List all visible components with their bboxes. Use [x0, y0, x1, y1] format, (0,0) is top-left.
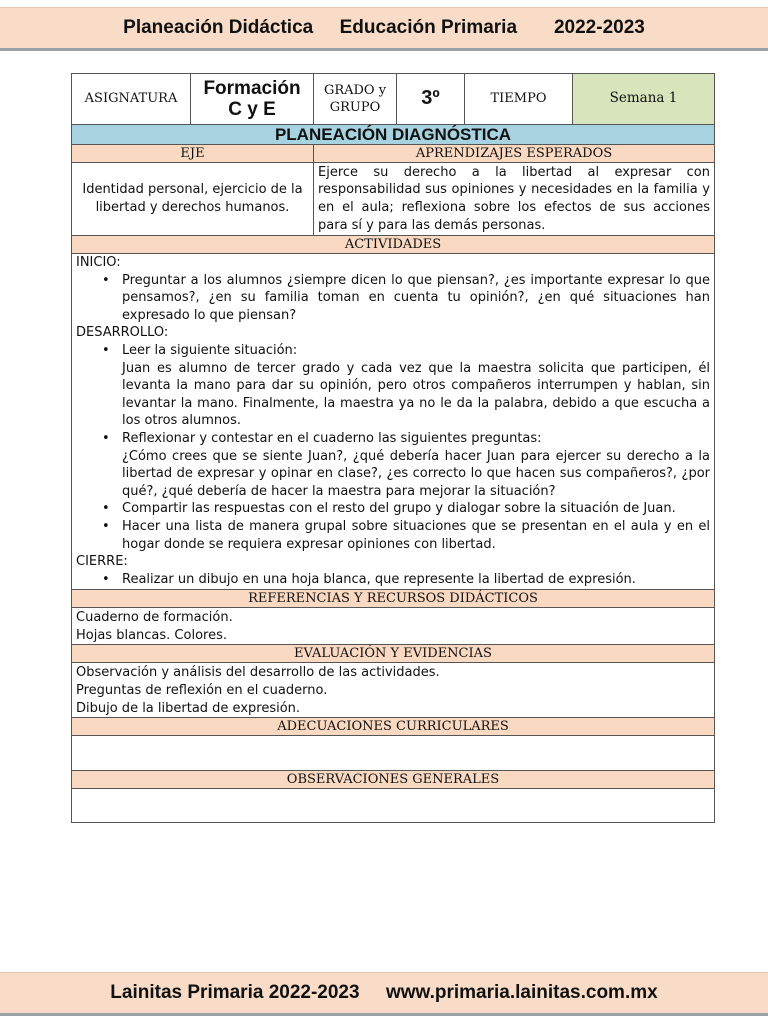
- list-item: [122, 430, 710, 500]
- observaciones-label: OBSERVACIONES GENERALES: [72, 771, 715, 789]
- time-label: TIEMPO: [465, 74, 573, 125]
- adecuaciones-label: ADECUACIONES CURRICULARES: [72, 718, 715, 736]
- cierre-label: CIERRE:: [76, 554, 128, 570]
- evaluation-line: Dibujo de la libertad de expresión.: [76, 700, 301, 716]
- reference-line: Cuaderno de formación.: [76, 610, 233, 626]
- planning-table: [71, 73, 715, 823]
- diagnostic-title: PLANEACIÓN DIAGNÓSTICA: [72, 125, 715, 145]
- axis-text: Identidad personal, ejercicio de la libertad y derechos humanos.: [72, 163, 314, 236]
- subject-line1: Formación: [203, 78, 301, 99]
- evaluation-label: EVALUACIÓN Y EVIDENCIAS: [72, 645, 715, 663]
- desarrollo-1: • Leer la siguiente situación:: [122, 342, 298, 358]
- desarrollo-2-text: ¿Cómo crees que se siente Juan?, ¿qué debería hacer Juan para ejercer su derecho a la libertad de expresar y opinar en clase?, ¿es correcto lo que hacen sus compañeros?, ¿por qué?, ¿qué debería de hacer la maestra para mejorar la situación?: [122, 448, 710, 499]
- list-item: • Hacer una lista de manera grupal sobre situaciones que se presentan en el aula y en el hogar donde se requiera expresar opiniones con libertad.: [122, 518, 710, 553]
- grade-value: 3º: [397, 74, 465, 125]
- desarrollo-2: • Reflexionar y contestar en el cuaderno las siguientes preguntas:: [122, 430, 542, 446]
- week-value: Semana 1: [573, 74, 715, 125]
- cierre-list: [76, 571, 710, 589]
- axis-label: EJE: [72, 145, 314, 163]
- header-title: Planeación Didáctica: [123, 17, 314, 38]
- list-item: • Preguntar a los alumnos ¿siempre dicen lo que piensan?, ¿es importante expresar lo que pensamos?, ¿en su familia toman en cuenta tu opinión?, ¿en qué situaciones han expresado lo que piensan?: [122, 272, 710, 325]
- list-item: • Compartir las respuestas con el resto del grupo y dialogar sobre la situación de Juan.: [122, 500, 710, 518]
- group-label: [314, 74, 397, 125]
- header-banner: [0, 7, 768, 51]
- activities-label: ACTIVIDADES: [72, 236, 715, 254]
- desarrollo-list: [76, 342, 710, 553]
- evaluation-line: Preguntas de reflexión en el cuaderno.: [76, 683, 328, 699]
- list-item: • Realizar un dibujo en una hoja blanca, que represente la libertad de expresión.: [122, 571, 710, 589]
- evaluation-line: Observación y análisis del desarrollo de las actividades.: [76, 665, 440, 681]
- desarrollo-1-text: Juan es alumno de tercer grado y cada vez que la maestra solicita que participen, él levanta la mano para dar su opinión, pero otros compañeros interrumpen y hablan, sin levantar la mano. Finalmente, la maestra ya no le da la palabra, debido a que escucha a los otros alumnos.: [122, 360, 710, 429]
- footer-banner: [0, 972, 768, 1016]
- learning-text: Ejerce su derecho a la libertad al expresar con responsabilidad sus opiniones y necesidades en la familia y en el aula; reflexiona sobre los efectos de sus acciones para sí y para las demás personas.: [314, 163, 715, 236]
- activities-content: [72, 254, 715, 590]
- subject-value: [191, 74, 314, 125]
- desarrollo-label: DESARROLLO:: [76, 325, 169, 341]
- adecuaciones-content: [72, 736, 715, 771]
- references-content: [72, 608, 715, 645]
- footer-url: www.primaria.lainitas.com.mx: [385, 982, 658, 1003]
- list-item: [122, 342, 710, 430]
- header-year: 2022-2023: [553, 17, 645, 38]
- info-row: [72, 74, 715, 125]
- references-label: REFERENCIAS Y RECURSOS DIDÁCTICOS: [72, 590, 715, 608]
- learning-label: APRENDIZAJES ESPERADOS: [314, 145, 715, 163]
- inicio-list: [76, 272, 710, 325]
- group-label-line2: GRUPO: [329, 100, 381, 115]
- header-level: Educación Primaria: [339, 17, 518, 38]
- subject-label: ASIGNATURA: [72, 74, 191, 125]
- group-label-line1: GRADO y: [323, 83, 387, 98]
- observaciones-content: [72, 789, 715, 823]
- evaluation-content: [72, 663, 715, 718]
- footer-brand: Lainitas Primaria 2022-2023: [110, 982, 360, 1003]
- subject-line2: C y E: [228, 99, 276, 120]
- reference-line: Hojas blancas. Colores.: [76, 627, 227, 643]
- inicio-label: INICIO:: [76, 255, 121, 270]
